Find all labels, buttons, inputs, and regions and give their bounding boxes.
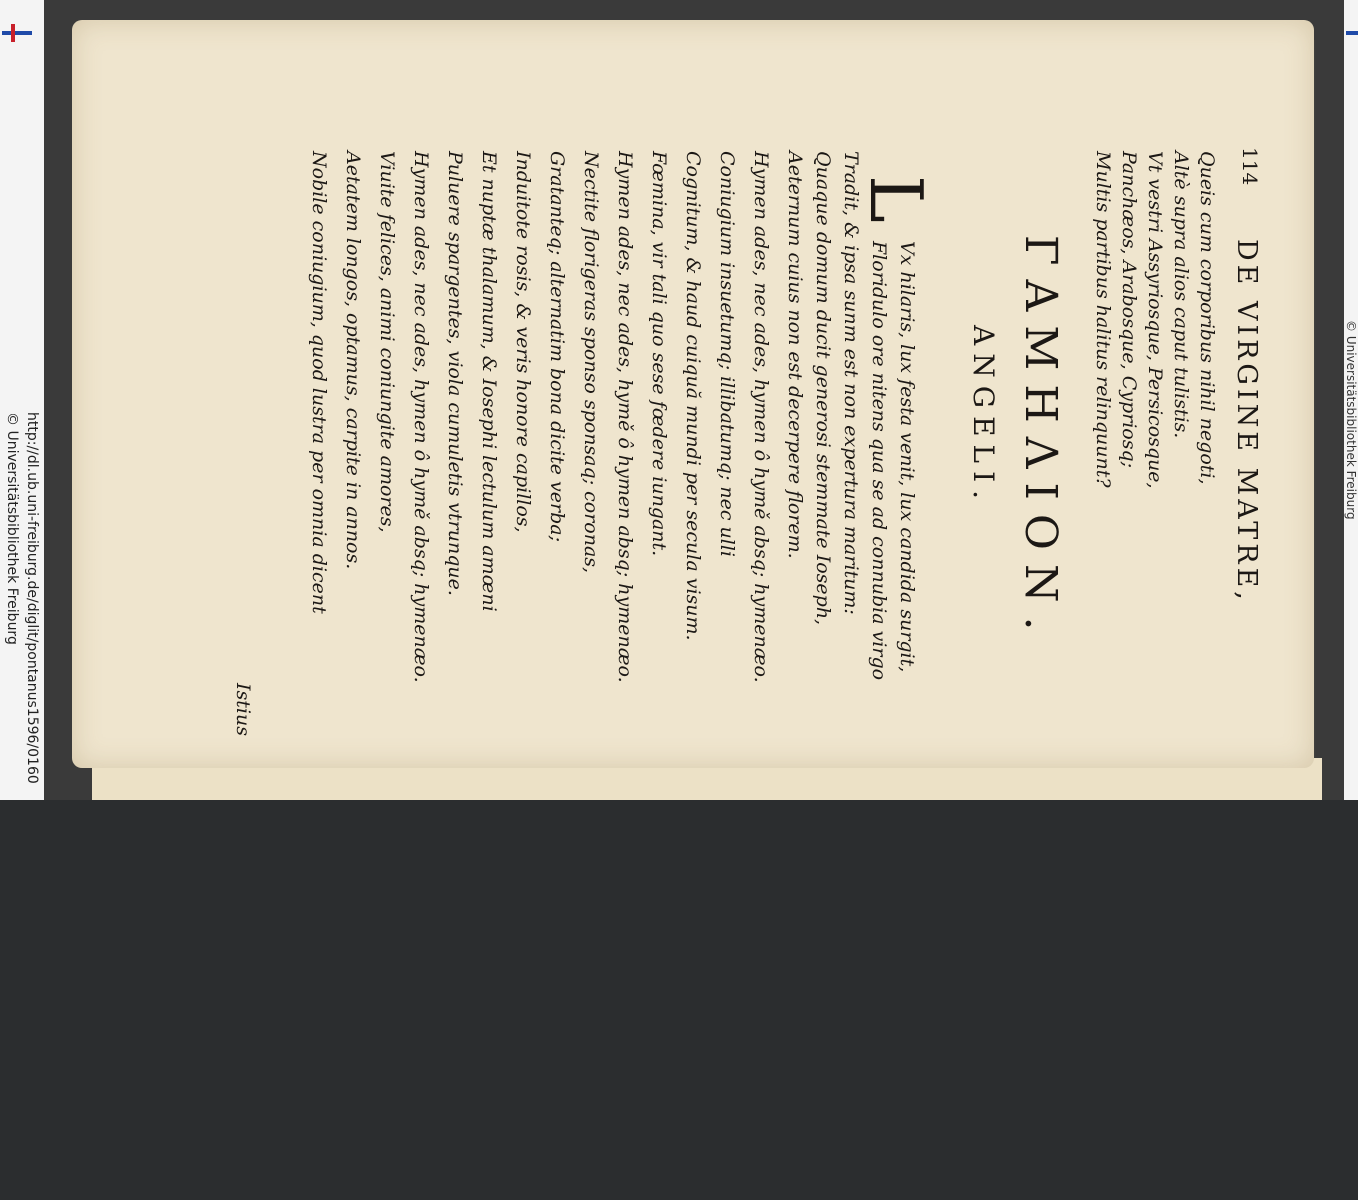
poem-line: Puluere spargentes, viola cumuletis vtrunque. — [444, 151, 466, 596]
poem-line: Nobile coniugium, quod lustra per omnia dicent — [308, 151, 330, 614]
opening-verse: Multis partibus halitus relinquunt? — [1092, 151, 1114, 488]
catchword: Istius — [232, 683, 254, 736]
flag-icon — [2, 24, 32, 42]
poem-line: Induitote rosis, & veris honore capillos, — [512, 151, 534, 533]
poem-subtitle: ANGELI. — [967, 325, 1000, 508]
poem-line: Nectite florigeras sponso sponsaq; coronas, — [580, 151, 602, 574]
poem-line: Quaque domum ducit generosi stemmate Ioseph, — [812, 151, 834, 626]
viewer-right-margin — [1344, 0, 1358, 800]
poem-line: Gratanteq; alternatim bona dicite verba; — [546, 151, 568, 543]
watermark-rotated — [0, 400, 44, 1200]
opening-verse: Queis cum corporibus nihil negoti, — [1196, 151, 1218, 485]
opening-verse: Vt vestri Assyriosque, Persicosque, — [1144, 151, 1166, 489]
poem-line: Aeternum cuius non est decerpere florem. — [784, 151, 806, 559]
poem-line: Hymen ades, nec ades, hymen ô hymě absq; hymenæo. — [750, 151, 772, 683]
poem-title: ΓΑΜΗΛΙΟΝ. — [1015, 235, 1066, 645]
poem-line: Coniugium insuetumq; illibatumq; nec ulli — [716, 151, 738, 558]
running-head — [1226, 147, 1262, 777]
poem-line: Vx hilaris, lux festa venit, lux candida surgit, — [896, 241, 918, 673]
watermark-url: http://dl.ub.uni-freiburg.de/diglit/pontanus1596/0160 — [24, 412, 40, 784]
opening-verse: Panchæos, Arabosque, Cypriosq; — [1118, 151, 1140, 469]
flag-icon — [1346, 24, 1358, 42]
poem-line: Floridulo ore nitens qua se ad connubia virgo — [868, 241, 890, 681]
poem-line: Fœmina, vir tali quo sese fœdere iungant. — [648, 151, 670, 557]
poem-line: Aetatem longos, optamus, carpite in annos. — [342, 151, 364, 570]
drop-cap: L — [854, 175, 938, 223]
poem-line: Tradit, & ipsa sunm est non expertura maritum: — [840, 151, 862, 615]
opening-verse: Altè supra alios caput tulistis. — [1170, 151, 1192, 439]
viewer-left-margin — [0, 0, 44, 800]
poem-line: Cognitum, & haud cuiquă mundi per secula visum. — [682, 151, 704, 641]
running-head-title: DE VIRGINE MATRE, — [1231, 239, 1262, 604]
page-text-rotated — [162, 35, 1262, 775]
watermark-copyright: © Universitätsbibliothek Freiburg — [4, 412, 20, 645]
poem-line: Viuite felices, animi coniungite amores, — [376, 151, 398, 533]
poem-line: Et nuptæ thalamum, & Iosephi lectulum amœni — [478, 151, 500, 612]
watermark-right: © Universitätsbibliothek Freiburg — [1344, 320, 1358, 520]
poem-line: Hymen ades, nec ades, hymě ô hymen absq; hymenæo. — [614, 151, 636, 683]
poem-line: Hymen ades, nec ades, hymen ô hymě absq; hymenæo. — [410, 151, 432, 683]
page-number: 114 — [1238, 147, 1262, 186]
